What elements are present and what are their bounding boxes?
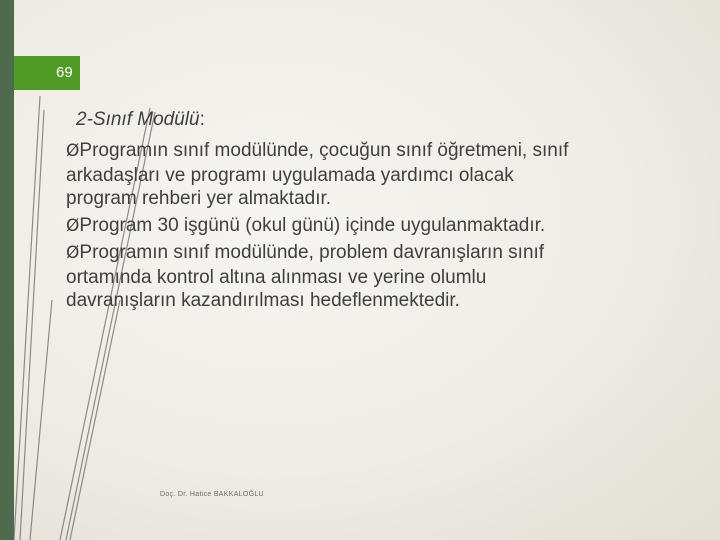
bullet-item bbox=[66, 214, 576, 239]
footer-author: Doç. Dr. Hatice BAKKALOĞLU bbox=[160, 491, 264, 498]
arrow-bullet-icon: Ø bbox=[66, 215, 80, 236]
bullet-item bbox=[66, 139, 576, 211]
left-accent-bar bbox=[0, 0, 14, 540]
arrow-bullet-icon: Ø bbox=[66, 243, 80, 263]
slide-heading bbox=[66, 106, 576, 134]
arrow-bullet-icon: Ø bbox=[66, 141, 80, 161]
bullet-item bbox=[66, 241, 576, 313]
bullet-text: Programın sınıf modülünde, problem davranışların sınıf ortamında kontrol altına alınması ve yerine olumlu davranışların kazandırılması hedeflenmektedir. bbox=[66, 242, 545, 311]
heading-colon: : bbox=[199, 109, 205, 130]
slide-content bbox=[66, 106, 576, 316]
page-number: 69 bbox=[56, 64, 73, 81]
heading-text: 2-Sınıf Modülü bbox=[76, 109, 200, 130]
page-number-tab bbox=[14, 56, 80, 90]
bullet-text: Programın sınıf modülünde, çocuğun sınıf öğretmeni, sınıf arkadaşları ve programı uygulamada yardımcı olacak program rehberi yer almaktadır. bbox=[66, 140, 569, 209]
bullet-text: Program 30 işgünü (okul günü) içinde uygulanmaktadır. bbox=[79, 214, 546, 236]
